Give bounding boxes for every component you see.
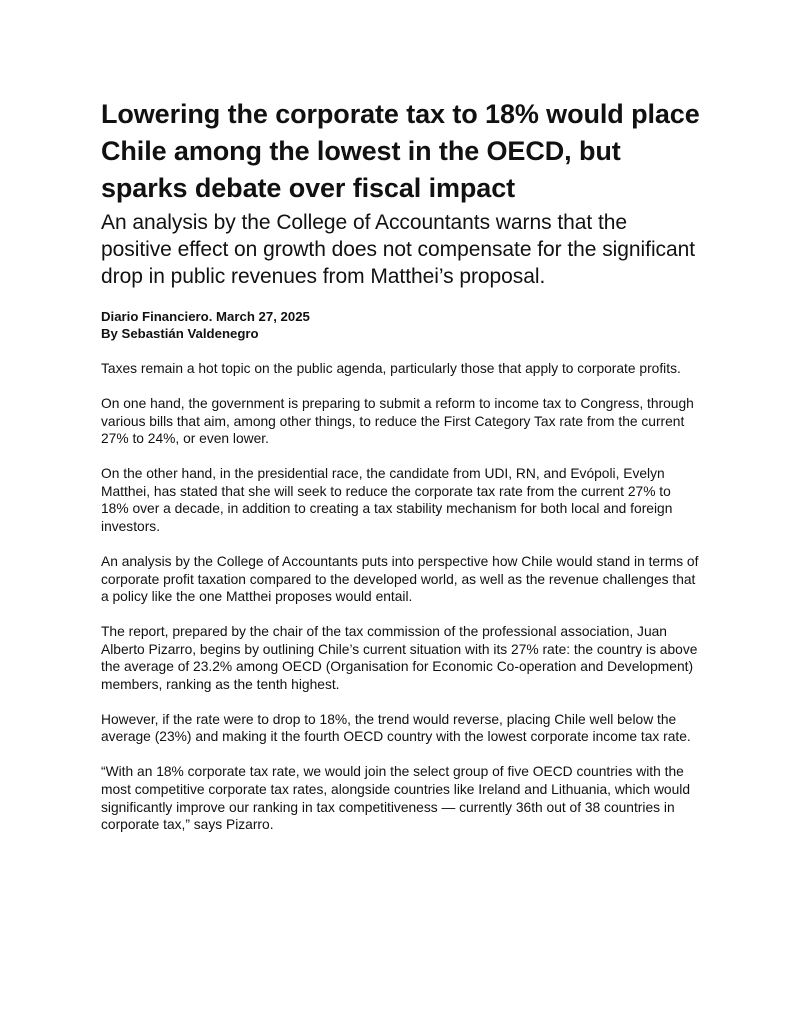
author-line: By Sebastián Valdenegro xyxy=(101,326,259,341)
article-subheadline: An analysis by the College of Accountants warns that the positive effect on growth does not compensate for the significant drop in public revenues from Matthei’s proposal. xyxy=(101,211,696,288)
body-paragraph: The report, prepared by the chair of the tax commission of the professional association, Juan Alberto Pizarro, begins by outlining Chile’s current situation with its 27% rate: the country is above the average of 23.2% among OECD (Organisation for Economic Co-operation and Development) members, ranking as the tenth highest. xyxy=(101,624,698,692)
byline xyxy=(101,308,701,342)
article-body xyxy=(101,360,701,834)
body-paragraph: On the other hand, in the presidential race, the candidate from UDI, RN, and Evópoli, Evelyn Matthei, has stated that she will seek to reduce the corporate tax rate from the current 27% to 18% over a decade, in addition to creating a tax stability mechanism for both local and foreign investors. xyxy=(101,466,673,534)
source-date-line: Diario Financiero. March 27, 2025 xyxy=(101,309,310,324)
article-headline: Lowering the corporate tax to 18% would place Chile among the lowest in the OECD, but sparks debate over fiscal impact xyxy=(101,99,700,203)
body-paragraph: An analysis by the College of Accountants puts into perspective how Chile would stand in terms of corporate profit taxation compared to the developed world, as well as the revenue challenges that a policy like the one Matthei proposes would entail. xyxy=(101,553,699,605)
body-paragraph: “With an 18% corporate tax rate, we would join the select group of five OECD countries with the most competitive corporate tax rates, alongside countries like Ireland and Lithuania, which would significantly improve our ranking in tax competitiveness — currently 36th out of 38 countries in corporate tax,” says Pizarro. xyxy=(101,764,690,833)
body-paragraph: However, if the rate were to drop to 18%, the trend would reverse, placing Chile well below the average (23%) and making it the fourth OECD country with the lowest corporate income tax rate. xyxy=(101,711,691,745)
article-page xyxy=(101,96,701,851)
body-paragraph: On one hand, the government is preparing to submit a reform to income tax to Congress, through various bills that aim, among other things, to reduce the First Category Tax rate from the current 27% to 24%, or even lower. xyxy=(101,395,694,447)
body-paragraph: Taxes remain a hot topic on the public agenda, particularly those that apply to corporate profits. xyxy=(101,361,681,376)
